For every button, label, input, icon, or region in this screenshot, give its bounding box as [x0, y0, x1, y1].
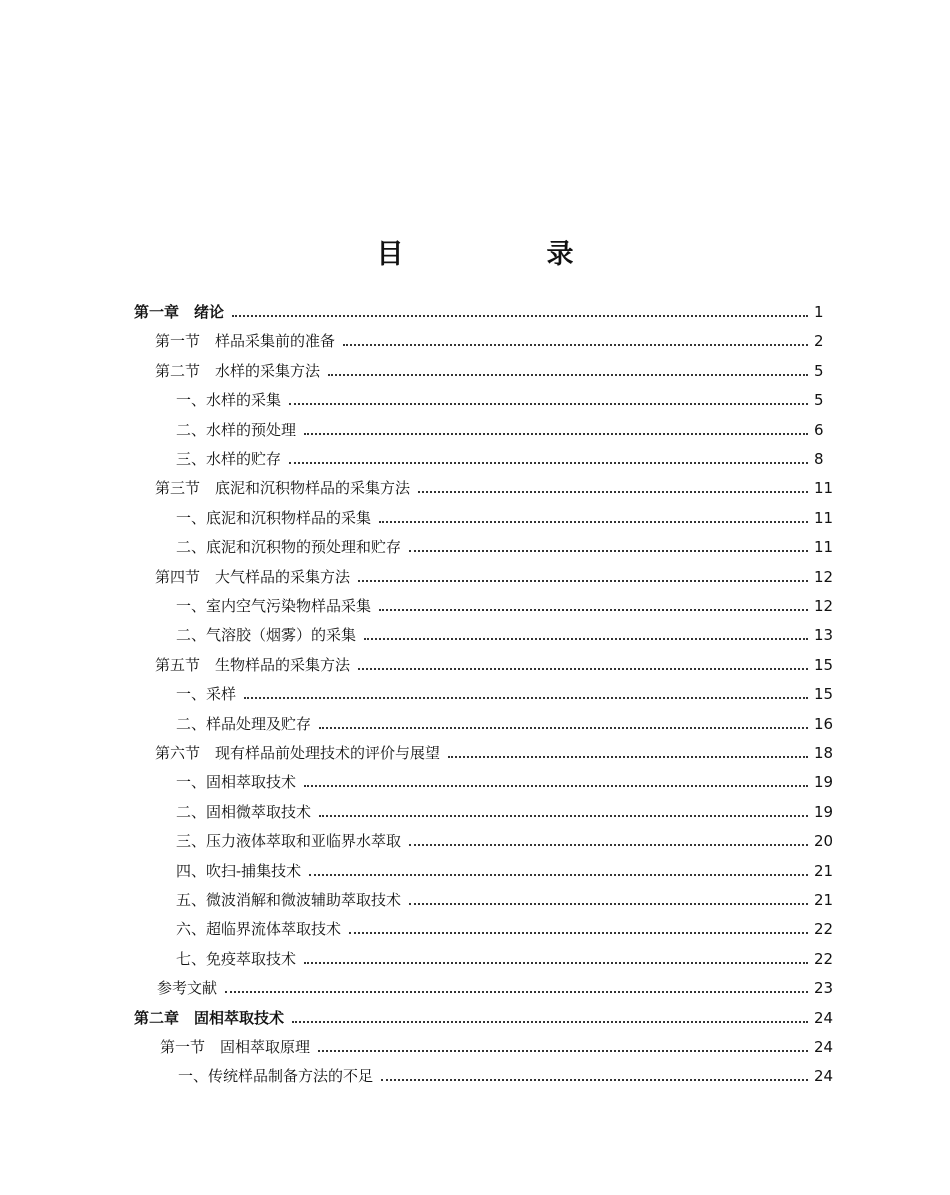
toc-entry	[176, 827, 838, 851]
toc-entry-label: 七、免疫萃取技术	[176, 949, 297, 968]
dot-leader	[364, 638, 808, 640]
toc-entry-page: 20	[814, 832, 834, 851]
toc-entry-label: 六、超临界流体萃取技术	[176, 920, 342, 939]
toc-entry-label: 三、水样的贮存	[176, 450, 282, 468]
toc-entry-label: 一、水样的采集	[176, 391, 282, 410]
toc-entry	[155, 357, 838, 381]
toc-entry-label: 第一章 绪论	[134, 303, 225, 321]
toc-entry-page: 22	[814, 920, 834, 939]
toc-entry	[176, 798, 838, 822]
toc-entry	[176, 857, 838, 881]
toc-entry-label: 三、压力液体萃取和亚临界水萃取	[176, 832, 402, 851]
dot-leader	[304, 433, 808, 435]
toc-entry-page: 8	[814, 450, 824, 468]
toc-entry-page: 13	[814, 626, 834, 645]
dot-leader	[244, 697, 808, 699]
toc-entry	[176, 445, 838, 469]
toc-entry-label: 一、室内空气污染物样品采集	[176, 597, 372, 615]
toc-entry	[155, 739, 838, 763]
toc-entry-page: 15	[814, 655, 834, 674]
toc-entry	[134, 298, 838, 322]
dot-leader	[409, 844, 808, 846]
toc-entry	[176, 768, 838, 792]
dot-leader	[409, 903, 808, 905]
toc-entry-page: 5	[814, 361, 824, 380]
toc-entry	[176, 680, 838, 704]
toc-entry-label: 第二节 水样的采集方法	[155, 361, 321, 380]
toc-entry-label: 一、采样	[176, 685, 237, 704]
toc-entry	[176, 915, 838, 939]
dot-leader	[304, 962, 808, 964]
dot-leader	[409, 550, 808, 552]
toc-entry-label: 第三节 底泥和沉积物样品的采集方法	[155, 479, 411, 498]
toc-entry-page: 24	[814, 1008, 834, 1027]
dot-leader	[304, 785, 808, 787]
toc-entry-page: 1	[814, 303, 824, 321]
toc-entry-label: 二、底泥和沉积物的预处理和贮存	[176, 538, 402, 557]
toc-entry	[157, 974, 838, 998]
dot-leader	[289, 462, 808, 464]
toc-entry-label: 一、固相萃取技术	[176, 773, 297, 792]
toc-entry	[176, 533, 838, 557]
toc-entry-page: 19	[814, 802, 834, 821]
dot-leader	[349, 932, 808, 934]
dot-leader	[232, 315, 808, 317]
dot-leader	[328, 374, 808, 376]
toc-entry	[176, 504, 838, 528]
toc-entry-page: 15	[814, 685, 834, 704]
dot-leader	[448, 756, 808, 758]
toc-entry-page: 12	[814, 597, 834, 615]
toc-entry	[134, 1004, 838, 1028]
toc-entry-label: 参考文献	[157, 979, 218, 998]
toc-entry	[176, 416, 838, 440]
dot-leader	[319, 727, 808, 729]
toc-entry-page: 24	[814, 1038, 834, 1056]
dot-leader	[358, 668, 808, 670]
toc-entry-label: 第四节 大气样品的采集方法	[155, 567, 351, 586]
dot-leader	[358, 580, 808, 582]
toc-entry	[176, 886, 838, 910]
toc-entry	[155, 651, 838, 675]
toc-entry-label: 二、气溶胶（烟雾）的采集	[176, 626, 357, 645]
toc-entry-label: 一、底泥和沉积物样品的采集	[176, 508, 372, 527]
toc-entry-page: 11	[814, 508, 834, 527]
toc-entry-page: 21	[814, 891, 834, 909]
toc-entry-page: 23	[814, 979, 834, 998]
toc-entry	[176, 945, 838, 969]
toc-entry-page: 11	[814, 538, 834, 557]
dot-leader	[319, 815, 808, 817]
toc-entry-page: 21	[814, 861, 834, 880]
toc-entry-page: 22	[814, 949, 834, 968]
page-title: 目 录	[376, 239, 632, 270]
toc-entry-label: 二、固相微萃取技术	[176, 802, 312, 821]
toc-entry-label: 一、传统样品制备方法的不足	[178, 1067, 374, 1086]
toc-entry	[176, 621, 838, 645]
toc-entry-label: 四、吹扫-捕集技术	[176, 861, 302, 880]
toc-entry	[155, 474, 838, 498]
toc-entry-label: 五、微波消解和微波辅助萃取技术	[176, 891, 402, 909]
toc-entry	[160, 1033, 838, 1057]
toc-entry-label: 第五节 生物样品的采集方法	[155, 655, 351, 674]
toc-entry	[176, 592, 838, 616]
toc-entry-page: 16	[814, 714, 834, 733]
toc-entry-page: 2	[814, 332, 824, 351]
toc-entry-label: 第二章 固相萃取技术	[134, 1008, 285, 1027]
toc-entry-label: 第一节 固相萃取原理	[160, 1038, 311, 1056]
dot-leader	[309, 874, 808, 876]
dot-leader	[225, 991, 808, 993]
toc-entry-page: 24	[814, 1067, 834, 1086]
toc-entry-page: 11	[814, 479, 834, 498]
toc-entry-label: 第六节 现有样品前处理技术的评价与展望	[155, 744, 441, 762]
toc-entry-page: 12	[814, 567, 834, 586]
toc-entry-label: 二、水样的预处理	[176, 420, 297, 439]
toc-entry-page: 19	[814, 773, 834, 792]
dot-leader	[418, 491, 808, 493]
dot-leader	[318, 1050, 808, 1052]
dot-leader	[381, 1079, 808, 1081]
dot-leader	[289, 403, 808, 405]
toc-entry-page: 5	[814, 391, 824, 410]
dot-leader	[292, 1021, 808, 1023]
toc-entry	[155, 563, 838, 587]
toc-entry-page: 6	[814, 420, 824, 439]
dot-leader	[379, 521, 808, 523]
toc-entry	[155, 327, 838, 351]
toc-entry	[178, 1062, 838, 1086]
toc-entry-label: 二、样品处理及贮存	[176, 714, 312, 733]
toc-entry-label: 第一节 样品采集前的准备	[155, 332, 336, 351]
toc-entry-page: 18	[814, 744, 834, 762]
toc-entry	[176, 710, 838, 734]
dot-leader	[379, 609, 808, 611]
toc-entry	[176, 386, 838, 410]
dot-leader	[343, 344, 808, 346]
